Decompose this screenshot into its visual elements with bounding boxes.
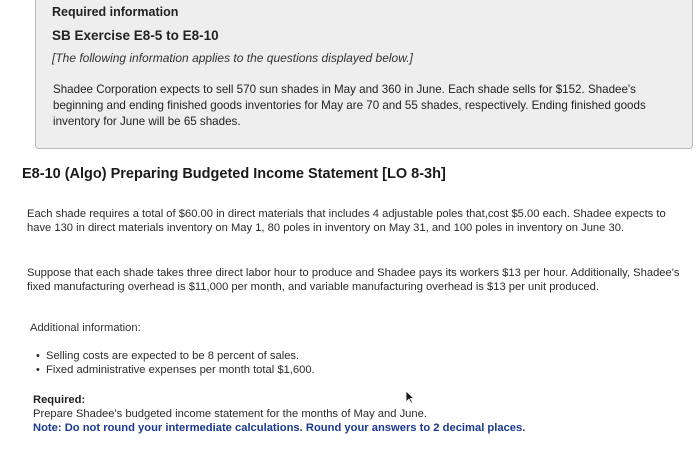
scenario-text: Shadee Corporation expects to sell 570 sun shades in May and 360 in June. Each shade sells for $152. Shadee's beginning and ending finished goods inventories for May are 70 and 55 shades, respectively. Ending finished goods inventory for June will be 65 shades. — [53, 83, 646, 128]
bullet-text: Selling costs are expected to be 8 percent of sales. — [46, 350, 300, 362]
required-label: Required: — [33, 394, 86, 406]
applies-note: [The following information applies to the questions displayed below.] — [52, 51, 413, 65]
list-item — [36, 349, 315, 363]
rounding-note: Note: Do not round your intermediate calculations. Round your answers to 2 decimal places. — [33, 422, 526, 434]
exercise-title: SB Exercise E8-5 to E8-10 — [52, 28, 219, 43]
additional-information-label: Additional information: — [30, 322, 141, 334]
problem-title: E8-10 (Algo) Preparing Budgeted Income Statement [LO 8-3h] — [22, 166, 446, 182]
list-item — [36, 363, 315, 377]
additional-information-list — [36, 349, 315, 377]
bullet-text: Fixed administrative expenses per month total $1,600. — [46, 364, 315, 376]
required-text: Prepare Shadee's budgeted income statement for the months of May and June. — [33, 408, 427, 420]
mouse-pointer-icon — [405, 390, 415, 409]
required-information-title: Required information — [52, 5, 179, 19]
labor-overhead-paragraph: Suppose that each shade takes three direct labor hour to produce and Shadee pays its workers $13 per hour. Additionally, Shadee's fixed manufacturing overhead is $11,000 per month, and variable manufacturing overhead is $13 per unit produced. — [27, 267, 680, 293]
materials-paragraph: Each shade requires a total of $60.00 in direct materials that includes 4 adjustable poles that,cost $5.00 each. Shadee expects to have 130 in direct materials inventory on May 1, 80 poles in inventory on May 31, and 100 poles in inventory on June 30. — [27, 208, 666, 234]
